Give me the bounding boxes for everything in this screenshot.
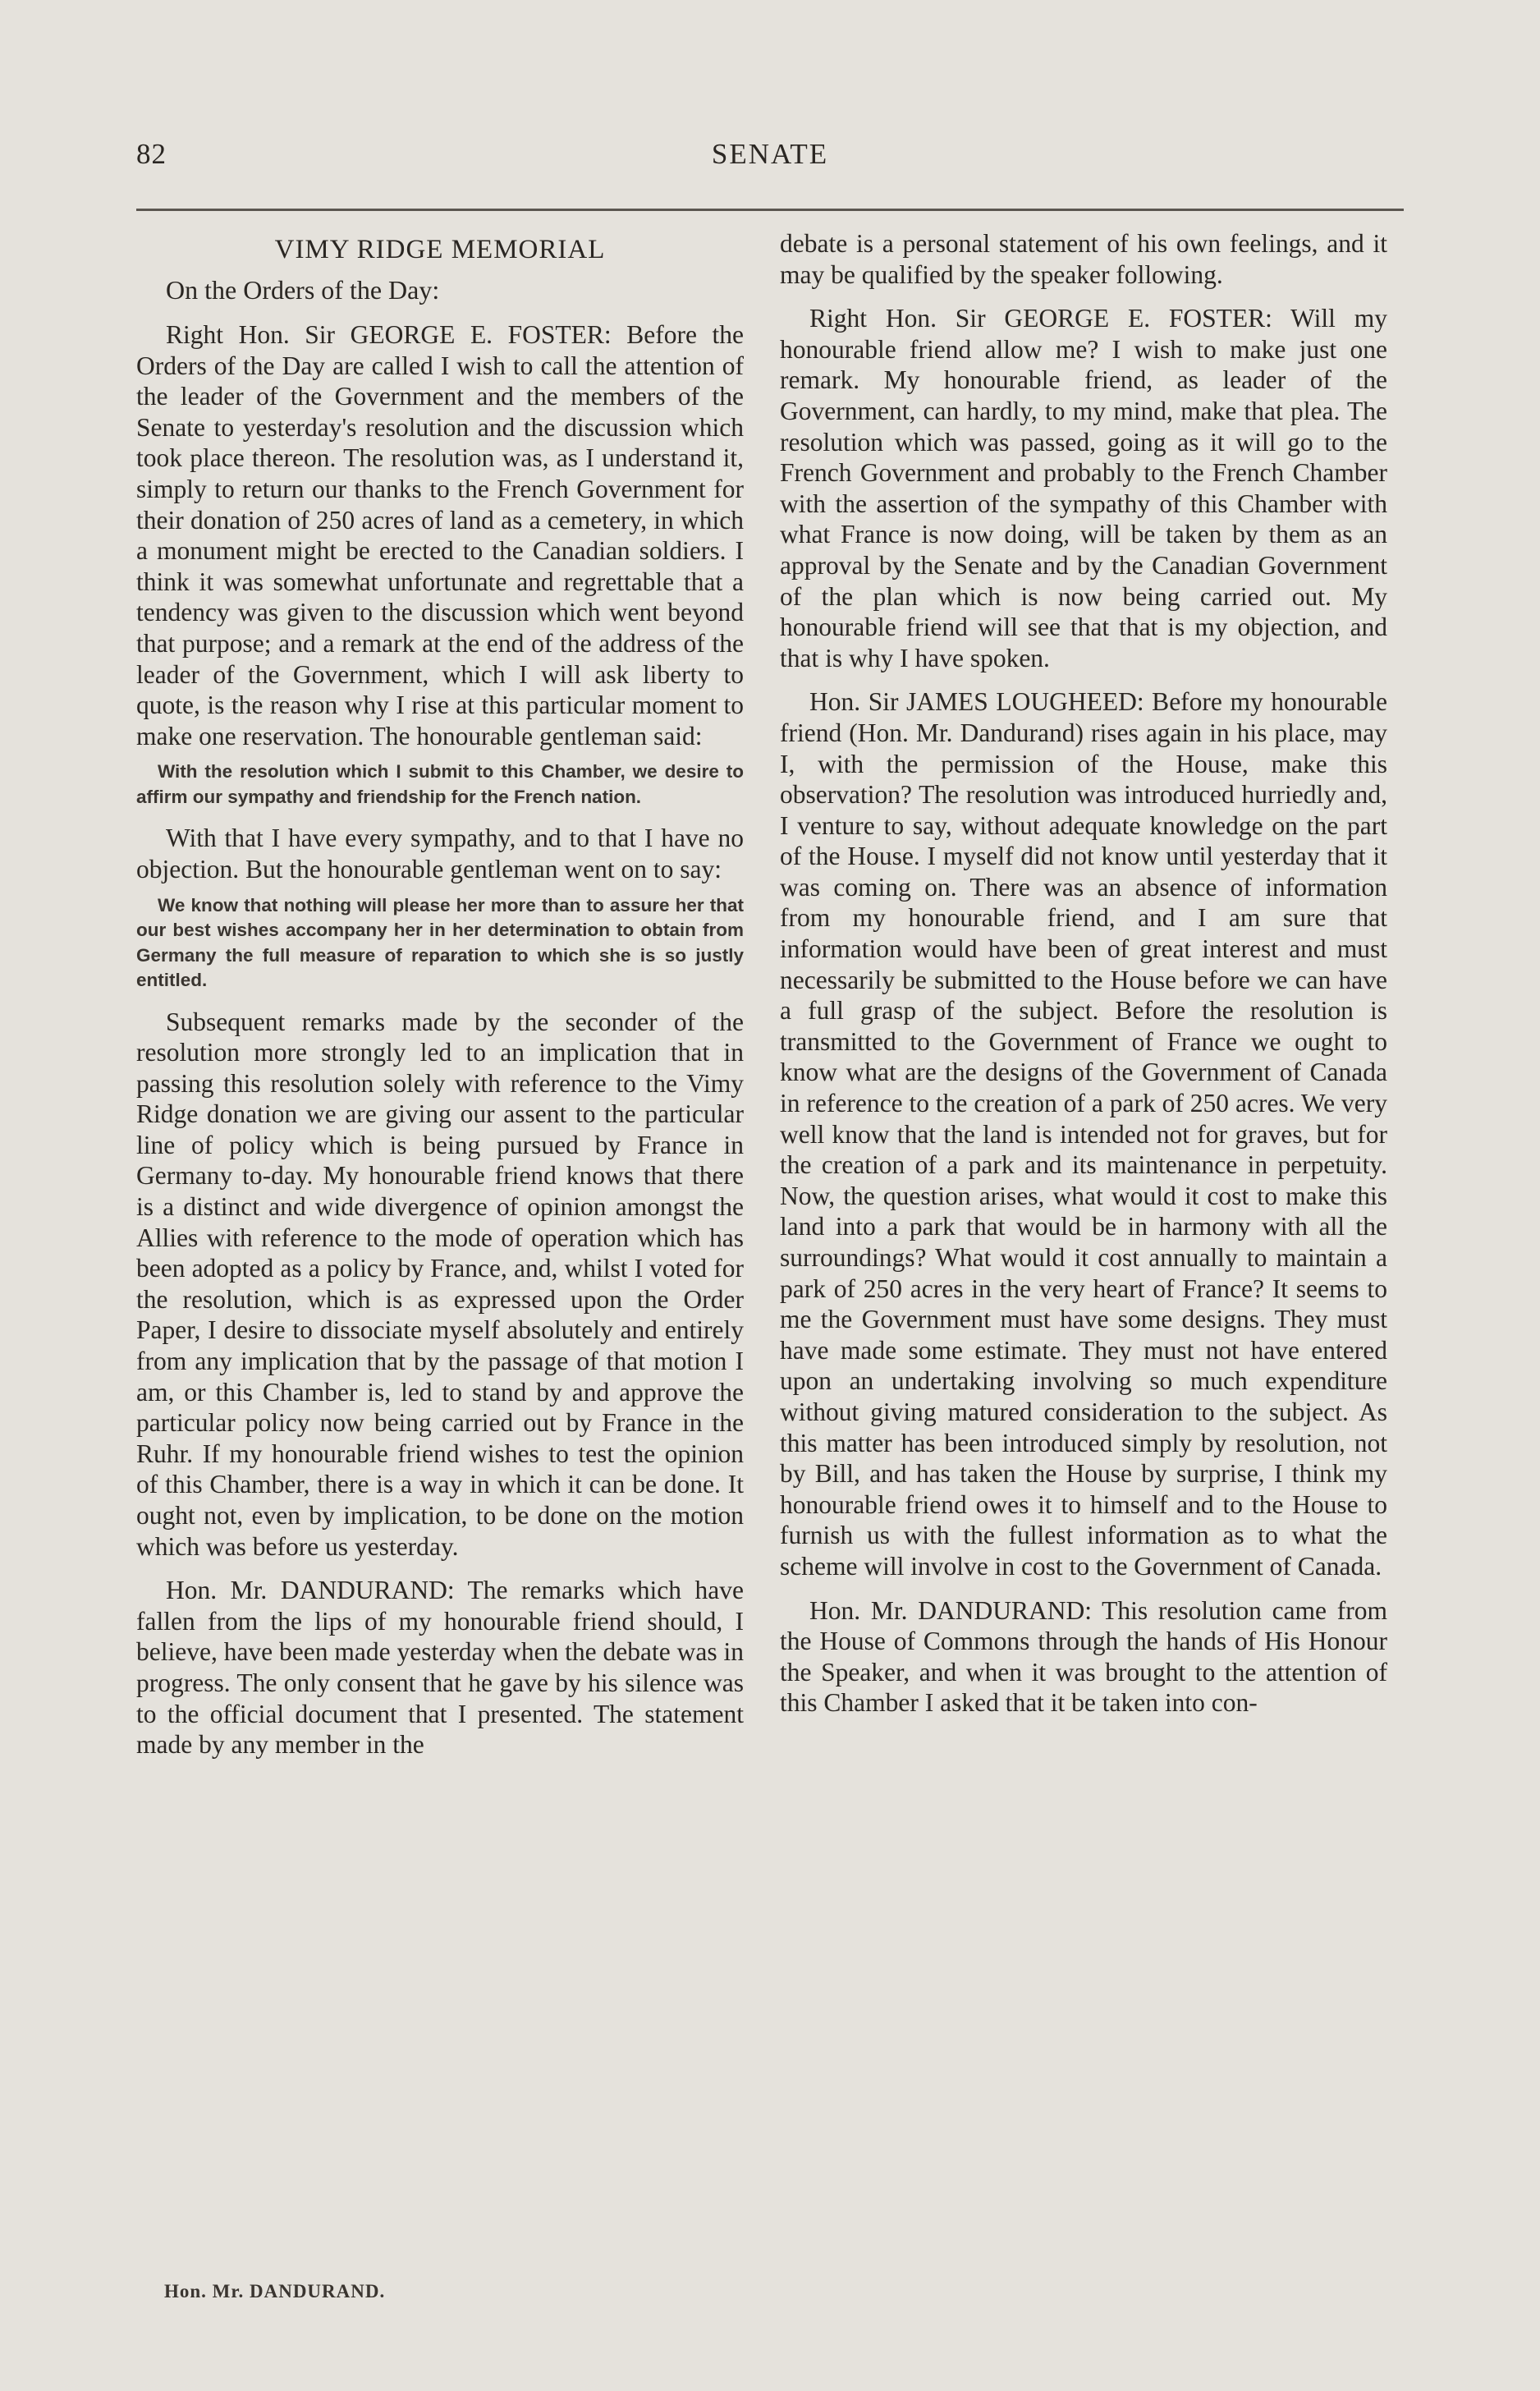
page-header — [136, 138, 1404, 179]
paragraph: With that I have every sympathy, and to that I have no objection. But the honourable gentleman went on to say: — [136, 824, 744, 883]
header-rule — [136, 209, 1404, 211]
section-heading: VIMY RIDGE MEMORIAL — [274, 235, 606, 264]
orders-of-the-day: On the Orders of the Day: — [166, 275, 440, 305]
paragraph: Hon. Mr. DANDURAND: This resolution came from the House of Commons through the hands of His Honour the Speaker, and when it was brought to the attention of this Chamber I asked that it be taken into con- — [780, 1595, 1387, 1718]
left-column — [136, 228, 744, 1760]
paragraph: Right Hon. Sir GEORGE E. FOSTER: Will my honourable friend allow me? I wish to make just one remark. My honourable friend, as leader of the Government, can hardly, to my mind, make that plea. The resolution which was passed, going as it will go to the French Government and probably to the French Chamber with the assertion of the sympathy of this Chamber with what France is now doing, will be taken by them as an approval by the Senate and by the Canadian Government of the plan which is now being carried out. My honourable friend will see that that is my objection, and that is why I have spoken. — [780, 304, 1387, 672]
catchword: Hon. Mr. DANDURAND. — [164, 2281, 386, 2302]
paragraph: Subsequent remarks made by the seconder of the resolution more strongly led to an implication that in passing this resolution solely with reference to the Vimy Ridge donation we are giving our assent to the particular line of policy which is being pursued by France in Germany to-day. My honourable friend knows that there is a distinct and wide divergence of opinion amongst the Allies with reference to the mode of operation which has been adopted as a policy by France, and, whilst I voted for the resolution, which is as expressed upon the Order Paper, I desire to dissociate myself absolutely and entirely from any implication that by the passage of that motion I am, or this Chamber is, led to stand by and approve the particular policy now being carried out by France in the Ruhr. If my honourable friend wishes to test the opinion of this Chamber, there is a way in which it can be done. It ought not, even by implication, to be done on the motion which was before us yesterday. — [136, 1007, 744, 1561]
right-column — [780, 228, 1387, 1719]
paragraph: Right Hon. Sir GEORGE E. FOSTER: Before the Orders of the Day are called I wish to call the attention of the leader of the Government and the members of the Senate to yesterday's resolution and the discussion which took place thereon. The resolution was, as I understand it, simply to return our thanks to the French Government for their donation of 250 acres of land as a cemetery, in which a monument might be erected to the Canadian soldiers. I think it was somewhat unfortunate and regrettable that a tendency was given to the discussion which went beyond that purpose; and a remark at the end of the address of the leader of the Government, which I will ask liberty to quote, is the reason why I rise at this particular moment to make one reservation. The honourable gentleman said: — [136, 320, 744, 750]
page-number: 82 — [136, 138, 167, 170]
paragraph: debate is a personal statement of his own feelings, and it may be qualified by the speaker following. — [780, 229, 1387, 289]
paragraph: Hon. Mr. DANDURAND: The remarks which have fallen from the lips of my honourable friend should, I believe, have been made yesterday when the debate was in progress. The only consent that he gave by his silence was to the official document that I presented. The statement made by any member in the — [136, 1576, 744, 1760]
paragraph: Hon. Sir JAMES LOUGHEED: Before my honourable friend (Hon. Mr. Dandurand) rises again in his place, may I, with the permission of the House, make this observation? The resolution was introduced hurriedly and, I venture to say, without adequate knowledge on the part of the House. I myself did not know until yesterday that it was coming on. There was an absence of information from my honourable friend, and I am sure that information would have been of great interest and must necessarily be submitted to the House before we can have a full grasp of the subject. Before the resolution is transmitted to the Government of France we ought to know what are the designs of the Government of Canada in reference to the creation of a park of 250 acres. We very well know that the land is intended not for graves, but for the creation of a park and its maintenance in perpetuity. Now, the question arises, what would it cost to make this land into a park that would be in harmony with all the surroundings? What would it cost annually to maintain a park of 250 acres in the very heart of France? It seems to me the Government must have some designs. They must have made some estimate. They must not have entered upon an undertaking involving so much expenditure without giving matured consideration to the subject. As this matter has been introduced simply by resolution, not by Bill, and has taken the House by surprise, I think my honourable friend owes it to himself and to the House to furnish us with the fullest information as to what the scheme will involve in cost to the Government of Canada. — [780, 687, 1387, 1581]
block-quote: We know that nothing will please her more than to assure her that our best wishes accompany her in her determination to obtain from Germany the full measure of reparation to which she is so justly entitled. — [136, 894, 744, 990]
running-title: SENATE — [711, 138, 829, 170]
block-quote: With the resolution which I submit to this Chamber, we desire to affirm our sympathy and friendship for the French nation. — [136, 761, 744, 807]
